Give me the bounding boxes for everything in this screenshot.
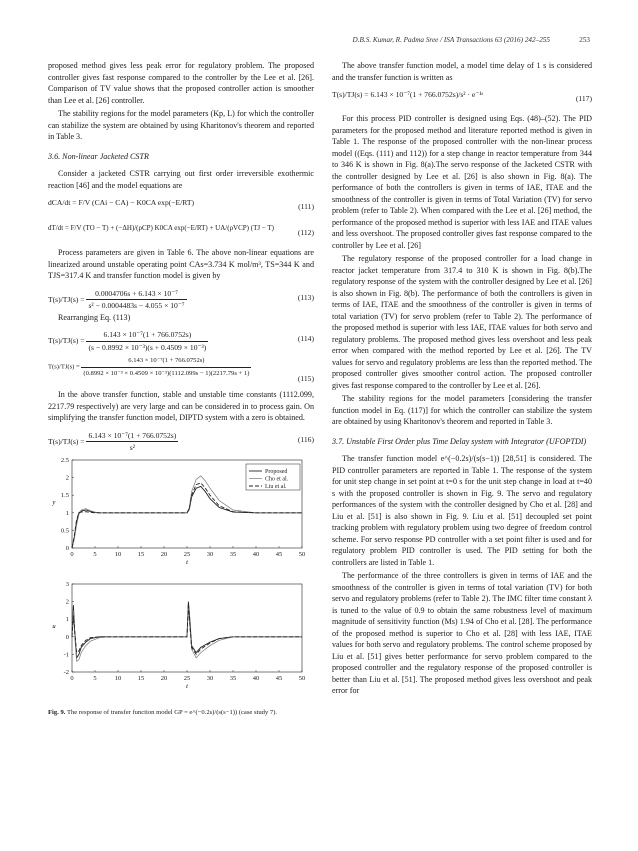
left-paragraph-4: Process parameters are given in Table 6. The above non-linear equations are linearized around unstable operating point CAs=3.734 K mol/m³, TS=344 K and TJS=317.4 K and transfer function model is given by: [48, 248, 314, 280]
left-paragraph-3: Consider a jacketed CSTR carrying out first order irreversible exothermic reaction [46] and the model equations are: [48, 169, 314, 190]
running-header: [48, 36, 590, 50]
legend-label: Proposed: [265, 468, 288, 475]
x-tick-label: 45: [275, 550, 283, 558]
x-tick-label: 40: [252, 550, 260, 558]
equation-115: T(s)/TJ(s) = $\frac{\text{6.143 × 10⁻⁷(1 + 766.0752s)}}{\text{(0.8992 × 10⁻³ × 0.4509 × 10⁻³)(1112.099s − 1)(2217.79s + 1)}}$ (115): [48, 357, 314, 383]
x-tick-label: 50: [298, 674, 306, 682]
y-tick-label: 1.5: [60, 491, 69, 499]
x-tick-label: 10: [114, 550, 122, 558]
figure-9: [48, 456, 314, 714]
x-axis-label: t: [186, 682, 188, 690]
y-tick-label: 0: [65, 633, 69, 641]
equation-113: T(s)/TJ(s) = $\frac{\text{0.0004706s + 6.143 × 10⁻⁷}}{\text{s² − 0.0004483s − 4.055 × 10⁻⁷}}$ (113): [48, 288, 314, 310]
equation-116: T(s)/TJ(s) = $\frac{\text{6.143 × 10⁻⁷(1 + 766.0752s)}}{\text{s²}}$ (116): [48, 430, 314, 452]
header-authors: D.B.S. Kumar, R. Padma Sree / ISA Transactions 63 (2016) 242–255: [352, 36, 550, 44]
equation-112: dT/dt = F/V (TO − T) + (−ΔH)/(ρCP) K0CA exp(−E/RT) + UA/(ρVCP) (TJ − T) (112): [48, 224, 314, 237]
right-column: [332, 60, 592, 699]
figure-9-caption: Fig. 9. The response of transfer function model GP = e^(−0.2s)/(s(s−1)) (case study 7).: [48, 709, 278, 716]
equation-111: dCA/dt = F/V (CAi − CA) − K0CA exp(−E/RT) (111): [48, 198, 314, 211]
x-tick-label: 10: [114, 674, 122, 682]
y-tick-label: -2: [63, 668, 69, 676]
left-paragraph-1: proposed method gives less peak error for regulatory problem. The proposed controller gives fast response compared to the controller by the Lee et al. [26]. Comparison of TV value shows that the proposed controller action is smoother than Lee et al. [26] controller.: [48, 61, 314, 105]
x-tick-label: 0: [70, 550, 74, 558]
y-tick-label: 2: [65, 598, 69, 606]
equation-117: T(s)/TJ(s) = 6.143 × 10⁻⁷(1 + 766.0752s)/s² · e⁻¹ˢ (117): [332, 90, 592, 103]
x-tick-label: 30: [206, 550, 214, 558]
x-tick-label: 5: [93, 550, 97, 558]
equation-114: T(s)/TJ(s) = $\frac{\text{6.143 × 10⁻⁷(1 + 766.0752s)}}{\text{(s − 0.8992 × 10⁻³)(s + 0.4509 × 10⁻³)}}$ (114): [48, 330, 314, 352]
y-tick-label: 3: [65, 580, 69, 588]
x-tick-label: 40: [252, 674, 260, 682]
series-line-liu-et-al: [72, 482, 302, 547]
right-paragraph-3: The regulatory response of the proposed controller for a load change in reactor jacket temperature from 317.4 to 310 K is shown in Fig. 8(b).The regulatory response of the system with the controller designed by Lee et al. [26] is also shown in Fig. 8(b). The performance of both the controllers is given in terms of IAE, ITAE and the smoothness of the controller is given in terms of total variation (TV) for servo problem (refer to Table 2). The performance of the proposed method is superior with less IAE, ITAE values for both servo and regulatory problems. The proposed method gives less overshoot and less peak error when compared with the method reported by Lee et al. [26]. The TV values for servo and regulatory problems are less than the reported method. The proposed controller gives smoother control action. The proposed controller gives fast response compared to the controller by Lee et al. [26].: [332, 254, 592, 390]
x-tick-label: 20: [160, 550, 168, 558]
x-tick-label: 15: [137, 674, 145, 682]
right-paragraph-2: For this process PID controller is designed using Eqs. (48)–(52). The PID parameters for the proposed method and literature reported method is given in Table 1. The response of the proposed controller with the non-linear process model ((Eqs. (111) and 112)) for a step change in reactor temperature from 344 to 346 K is shown in Fig. 8(a).The servo response of the Jacketed CSTR with the controller designed by Lee et al. [26] is also shown in Fig. 8(a). The performance of both the controllers is given in terms of IAE, ITAE and the smoothness of the controller is given in terms of Total Variation (TV) for servo problem (refer to Table 2). When compared with the Lee et al. [26] method, the performance of the proposed method is superior with less IAE and ITAE values and less overshoot. The proposed controller gives fast response compared to the controller by Lee et al. [26]: [332, 114, 592, 250]
section-heading-3-7: 3.7. Unstable First Order plus Time Delay system with Integrator (UFOPTDI): [332, 436, 587, 446]
x-tick-label: 5: [93, 674, 97, 682]
y-tick-label: 0: [65, 544, 69, 552]
x-axis-label: t: [186, 558, 188, 566]
x-tick-label: 15: [137, 550, 145, 558]
right-paragraph-6: The performance of the three controllers is given in terms of IAE and the smoothness of the controller is given in terms of total variation (TV) for both servo and regulatory problems (refer to Table 2). The IMC filter time constant λ is tuned to the value of 0.9 to obtain the same robustness level of maximum magnitude of sensitivity function (Ms) 1.94 of Cho et al. [28]. The performance of the proposed method is superior to Cho et al. [28] with less IAE, ITAE values for both servo and regulatory problems. The control scheme proposed by Liu et al. [51] gives better performance for servo problem compared to the proposed controller and the regulatory response of the proposed controller is better than Liu et al. [51]. The proposed method gives less overshoot and peak error for: [332, 571, 592, 695]
left-paragraph-5: In the above transfer function, stable and unstable time constants (1112.099, 2217.79 respectively) are very large and can be considered in to process gain. On simplifying the transfer function model, DIPTD system with a zero is obtained.: [48, 390, 314, 422]
y-tick-label: 1: [65, 615, 69, 623]
series-line-liu-et-al: [72, 603, 302, 654]
rearranging-line: Rearranging Eq. (113): [58, 312, 131, 322]
x-tick-label: 25: [183, 550, 191, 558]
x-tick-label: 45: [275, 674, 283, 682]
left-paragraph-2: The stability regions for the model parameters (Kp, L) for which the controller can stabilize the system are obtained by using Kharitonov's theorem and reported in Table 3.: [48, 109, 314, 141]
y-axis-label: u: [52, 622, 56, 630]
y-tick-label: -1: [63, 650, 69, 658]
x-tick-label: 25: [183, 674, 191, 682]
left-column: [48, 60, 314, 714]
section-heading-3-6: 3.6. Non-linear Jacketed CSTR: [48, 151, 149, 161]
y-axis-label: y: [52, 498, 56, 506]
series-line-cho-et-al: [72, 606, 302, 661]
figure-9-plots: [48, 456, 314, 702]
x-tick-label: 35: [229, 550, 237, 558]
page-number: 253: [579, 36, 590, 44]
y-tick-label: 2: [65, 474, 69, 482]
right-paragraph-1: The above transfer function model, a model time delay of 1 s is considered and the transfer function is written as: [332, 61, 592, 82]
x-tick-label: 50: [298, 550, 306, 558]
y-tick-label: 0.5: [60, 526, 69, 534]
series-line-proposed: [72, 483, 302, 548]
legend-label: Liu et al.: [265, 483, 287, 490]
y-tick-label: 2.5: [60, 456, 69, 464]
x-tick-label: 35: [229, 674, 237, 682]
legend-label: Cho et al.: [265, 476, 289, 482]
right-paragraph-4: The stability regions for the model parameters [considering the transfer function model in Eq. (117)] for which the controller can stabilize the system are obtained by using Kharitonov's theorem and reported in Table 3.: [332, 394, 592, 426]
right-paragraph-5: The transfer function model e^(−0.2s)/(s(s−1)) [28,51] is considered. The PID controller parameters are reported in Table 1. The response of the system for unit step change in set point at t=0 s for the unit step change in load at t=40 s with the proposed controller is shown in Fig. 9. The servo and regulatory performances of the system with the controller designed by Cho et al. [28] and Liu et al. [51] is also shown in Fig. 9. Liu et al. [51] decoupled set point tracking problem with regulatory problem using two degree of freedom control scheme. For servo response PD controller with a set point filter is used and for regulatory problem PID controller is used. The PID setting for both the controllers are listed in Table 1.: [332, 454, 592, 567]
x-tick-label: 30: [206, 674, 214, 682]
x-tick-label: 20: [160, 674, 168, 682]
y-tick-label: 1: [65, 509, 69, 517]
x-tick-label: 0: [70, 674, 74, 682]
